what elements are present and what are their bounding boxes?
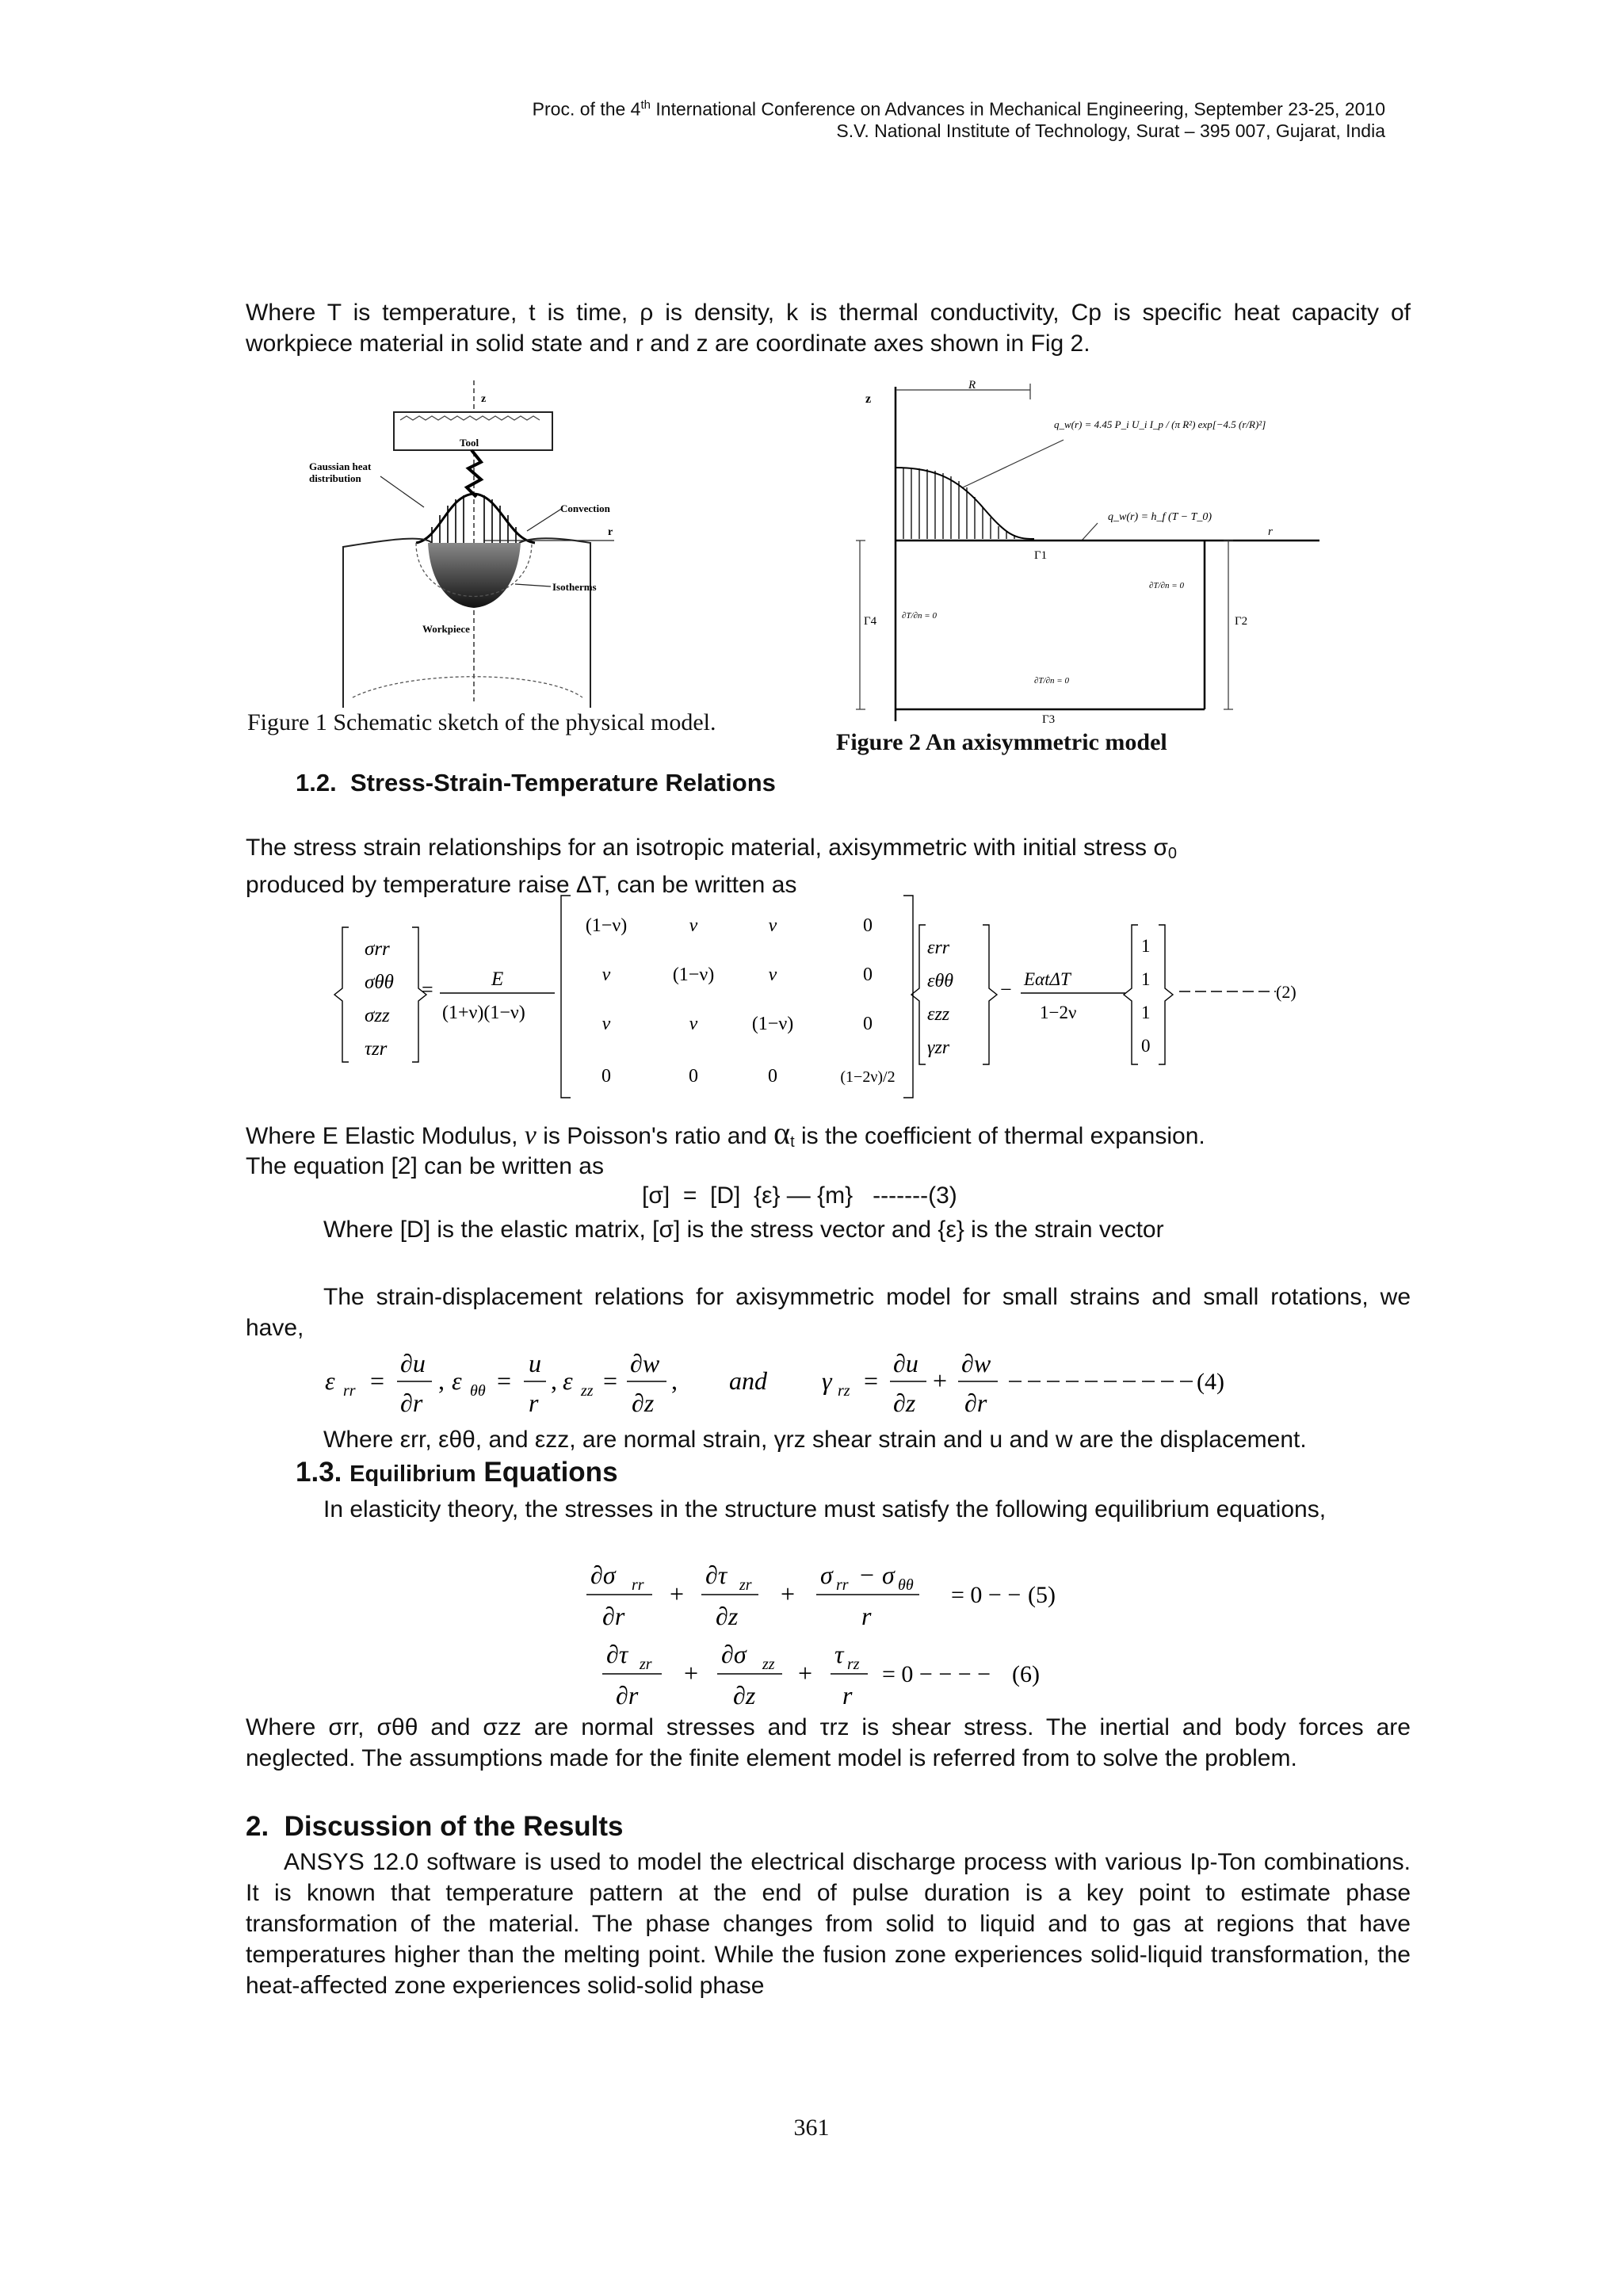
svg-text:r: r: [842, 1681, 853, 1708]
fig2-label-convection-eq: q_w(r) = h_f (T − T_0): [1108, 511, 1212, 523]
svg-text:= 0 − − − −: = 0 − − − −: [882, 1661, 991, 1687]
eq2-m43: 0: [768, 1066, 777, 1087]
fig2-label-r: r: [1268, 525, 1273, 538]
fig1-label-gauss1: Gaussian heat: [309, 460, 372, 472]
fig2-bc-right: ∂T/∂n = 0: [1149, 581, 1184, 590]
figure-2-axisymmetric-model: [856, 372, 1331, 729]
figure-2-caption: Figure 2 An axisymmetric model: [836, 729, 1167, 755]
equation-3: [σ] = [D] {ε} — {m} -------(3): [642, 1182, 957, 1209]
section-1-3-heading: 1.3. Equilibrium Equations: [296, 1457, 618, 1488]
eq3-intro: The equation [2] can be written as: [246, 1153, 604, 1179]
svg-text:∂τ: ∂τ: [606, 1640, 628, 1668]
svg-text:,: ,: [551, 1366, 557, 1395]
eq2-m42: 0: [689, 1066, 698, 1087]
page-number: 361: [793, 2115, 830, 2141]
fig1-label-workpiece: Workpiece: [422, 623, 470, 635]
results-paragraph: ANSYS 12.0 software is used to model the electrical discharge process with various Ip-Ton combinations. It is known that temperature pattern at the end of pulse duration is a key point to estimate phase transformation of the material. The phase changes from solid to liquid and to gas at regions that have temperatures higher than the melting point. While the fusion zone experiences solid-liquid transformation, the heat-aﬀected zone experiences solid-solid phase: [246, 1849, 1411, 1999]
eq2-sigma-zz: σzz: [365, 1005, 390, 1026]
eq2-factor-den: (1+ν)(1−ν): [442, 1003, 525, 1023]
svg-text:r: r: [861, 1602, 872, 1629]
svg-text:+: +: [684, 1659, 699, 1687]
eq2-gamma-zr: γzr: [927, 1037, 950, 1058]
eq2-m22: (1−ν): [672, 965, 715, 985]
svg-text:−: −: [1000, 978, 1012, 1001]
svg-text:∂r: ∂r: [616, 1681, 639, 1708]
intro-paragraph: Where T is temperature, t is time, ρ is density, k is thermal conductivity, Cp is specific heat capacity of workpiece material in solid state and r and z are coordinate axes shown in Fig 2.: [246, 300, 1411, 357]
strain-displacement-paragraph: The strain-displacement relations for axisymmetric model for small strains and small rotations, we have,: [246, 1284, 1411, 1341]
svg-text:=: =: [497, 1366, 512, 1395]
svg-text:ε: ε: [452, 1366, 462, 1395]
svg-text:,: ,: [438, 1366, 445, 1395]
svg-text:θθ: θθ: [470, 1382, 486, 1400]
svg-text:rr: rr: [836, 1576, 849, 1594]
svg-text:γ: γ: [822, 1366, 832, 1395]
fig1-melt-pool: [428, 543, 521, 608]
fig2-flux-curve: [896, 468, 1034, 539]
svg-text:∂σ: ∂σ: [721, 1640, 747, 1668]
fig1-label-tool: Tool: [460, 437, 479, 449]
svg-text:=: =: [422, 978, 433, 1001]
svg-text:+: +: [933, 1366, 948, 1395]
where-elastic-modulus: Where E Elastic Modulus, ν is Poisson's ratio and $\alpha_t$ is the coefficient of thermal expansion.: [246, 1115, 1205, 1151]
eq2-m11: (1−ν): [585, 915, 628, 936]
eq2-m12: ν: [689, 915, 698, 936]
svg-text:r: r: [529, 1389, 539, 1417]
svg-text:∂r: ∂r: [964, 1389, 987, 1417]
figure-1-caption: Figure 1 Schematic sketch of the physical model.: [247, 709, 716, 735]
eq2-m32: ν: [689, 1014, 698, 1034]
eq2-thermal-den: 1−2ν: [1040, 1003, 1077, 1022]
svg-text:∂w: ∂w: [961, 1349, 991, 1377]
fig1-label-r: r: [608, 526, 613, 538]
eq2-m23: ν: [768, 965, 777, 985]
svg-text:zr: zr: [739, 1576, 752, 1594]
eq2-eps-thth: εθθ: [927, 971, 954, 991]
figure-1-schematic: [305, 376, 622, 709]
equation-5-equilibrium-r: [582, 1553, 1074, 1629]
fig2-label-gamma4: Γ4: [864, 615, 877, 628]
section-1-2-heading: 1.2. Stress-Strain-Temperature Relations: [296, 769, 776, 797]
eq2-sigma-thth: σθθ: [365, 972, 394, 993]
svg-text:+: +: [670, 1580, 685, 1608]
svg-text:=: =: [603, 1366, 618, 1395]
svg-text:rz: rz: [847, 1656, 860, 1673]
fig2-bc-bottom: ∂T/∂n = 0: [1034, 676, 1069, 686]
svg-text:∂u: ∂u: [400, 1349, 426, 1377]
conference-header-line1: Proc. of the 4th International Conference on Advances in Mechanical Engineering, September 23-25, 2010: [532, 98, 1385, 120]
svg-text:∂σ: ∂σ: [590, 1561, 616, 1589]
stress-where-paragraph: Where σrr, σθθ and σzz are normal stresses and τrz is shear stress. The inertial and body forces are neglected. The assumptions made for the finite element model is referred from to solve the problem.: [246, 1714, 1411, 1771]
svg-text:+: +: [781, 1580, 796, 1608]
svg-text:u: u: [529, 1349, 541, 1377]
fig2-label-gamma1: Γ1: [1034, 549, 1048, 562]
svg-text:ε: ε: [325, 1366, 335, 1395]
stress-paragraph: The stress strain relationships for an isotropic material, axisymmetric with initial stress $\sigma_0$ produced by temperature raise ΔT, can be written as: [246, 835, 1178, 898]
fig2-label-R: R: [968, 379, 976, 392]
svg-text:rr: rr: [632, 1576, 644, 1594]
eq2-tag: (2): [1276, 982, 1296, 1002]
svg-text:=: =: [864, 1366, 879, 1395]
svg-text:∂r: ∂r: [602, 1602, 625, 1629]
eq2-m13: ν: [768, 915, 777, 936]
equation-6-equilibrium-z: [598, 1633, 1074, 1708]
eq2-m34: 0: [863, 1014, 873, 1034]
eq6-tag: (6): [1012, 1661, 1040, 1687]
eq5-tag: (5): [1028, 1582, 1056, 1608]
eq2-sigma-rr: σrr: [365, 938, 390, 960]
svg-text:rz: rz: [838, 1382, 850, 1400]
fig1-label-convection: Convection: [560, 502, 610, 514]
eq2-tv-2: 1: [1141, 969, 1151, 989]
svg-text:∂z: ∂z: [716, 1602, 739, 1629]
eq2-m33: (1−ν): [751, 1014, 794, 1034]
svg-text:rr: rr: [343, 1382, 356, 1400]
eq3-where: Where [D] is the elastic matrix, [σ] is the stress vector and {ε} is the strain vector: [323, 1217, 1164, 1243]
fig2-label-flux-eq: q_w(r) = 4.45 P_i U_i I_p / (π R²) exp[−4.5 (r/R)²]: [1054, 418, 1266, 430]
svg-text:σ: σ: [882, 1561, 895, 1589]
svg-text:= 0 − −: = 0 − −: [951, 1582, 1022, 1608]
svg-text:∂z: ∂z: [632, 1389, 655, 1417]
svg-text:zz: zz: [581, 1382, 594, 1400]
svg-text:,: ,: [671, 1366, 678, 1395]
svg-text:∂u: ∂u: [893, 1349, 918, 1377]
equation-2-stress-strain: [333, 892, 1300, 1106]
eq2-tv-1: 1: [1141, 936, 1151, 956]
fig1-label-isotherms: Isotherms: [552, 581, 597, 593]
svg-text:zz: zz: [762, 1656, 775, 1673]
svg-text:∂w: ∂w: [630, 1349, 660, 1377]
eq2-factor-num: E: [491, 968, 504, 990]
eq2-m31: ν: [601, 1014, 611, 1034]
svg-text:σ: σ: [820, 1561, 833, 1589]
fig2-label-gamma2: Γ2: [1235, 615, 1248, 628]
svg-text:∂τ: ∂τ: [705, 1561, 727, 1589]
equation-4-strain-displacement: [321, 1343, 1232, 1419]
eq2-eps-zz: εzz: [927, 1004, 950, 1025]
eq4-tag: (4): [1197, 1369, 1224, 1395]
fig2-bc-left: ∂T/∂n = 0: [902, 611, 937, 621]
svg-text:−: −: [860, 1561, 875, 1589]
eq2-m41: 0: [601, 1066, 611, 1087]
fig1-spark: [467, 450, 481, 497]
eq2-m21: ν: [601, 965, 611, 985]
eq2-tv-4: 0: [1141, 1036, 1151, 1056]
svg-text:∂r: ∂r: [400, 1389, 423, 1417]
svg-text:θθ: θθ: [898, 1576, 914, 1594]
svg-text:zr: zr: [640, 1656, 652, 1673]
fig1-label-z: z: [481, 393, 487, 405]
eq2-tv-3: 1: [1141, 1003, 1151, 1022]
eq2-thermal-num: EαtΔT: [1024, 969, 1071, 989]
conference-header-line2: S.V. National Institute of Technology, Surat – 395 007, Gujarat, India: [836, 120, 1385, 141]
equilibrium-paragraph: In elasticity theory, the stresses in the structure must satisfy the following equilibrium equations,: [323, 1496, 1327, 1522]
fig1-label-gauss2: distribution: [309, 472, 361, 484]
eq2-m44: (1−2ν)/2: [840, 1068, 896, 1086]
svg-text:=: =: [370, 1366, 385, 1395]
eq2-tau-zr: τzr: [365, 1038, 388, 1060]
eq2-eps-rr: εrr: [927, 938, 950, 958]
svg-text:∂z: ∂z: [893, 1389, 916, 1417]
eq2-m14: 0: [863, 915, 873, 936]
svg-text:τ: τ: [834, 1640, 844, 1668]
fig2-label-z: z: [865, 392, 872, 406]
fig1-gaussian-curve: [416, 494, 535, 543]
svg-text:+: +: [798, 1659, 813, 1687]
svg-text:ε: ε: [563, 1366, 573, 1395]
eq4-and: and: [729, 1366, 767, 1395]
fig2-label-gamma3: Γ3: [1042, 713, 1056, 726]
eq2-m24: 0: [863, 965, 873, 985]
eq4-where: Where εrr, εθθ, and εzz, are normal strain, γrz shear strain and u and w are the displacement.: [323, 1427, 1307, 1453]
svg-text:∂z: ∂z: [733, 1681, 756, 1708]
section-2-heading: 2. Discussion of the Results: [246, 1811, 624, 1842]
